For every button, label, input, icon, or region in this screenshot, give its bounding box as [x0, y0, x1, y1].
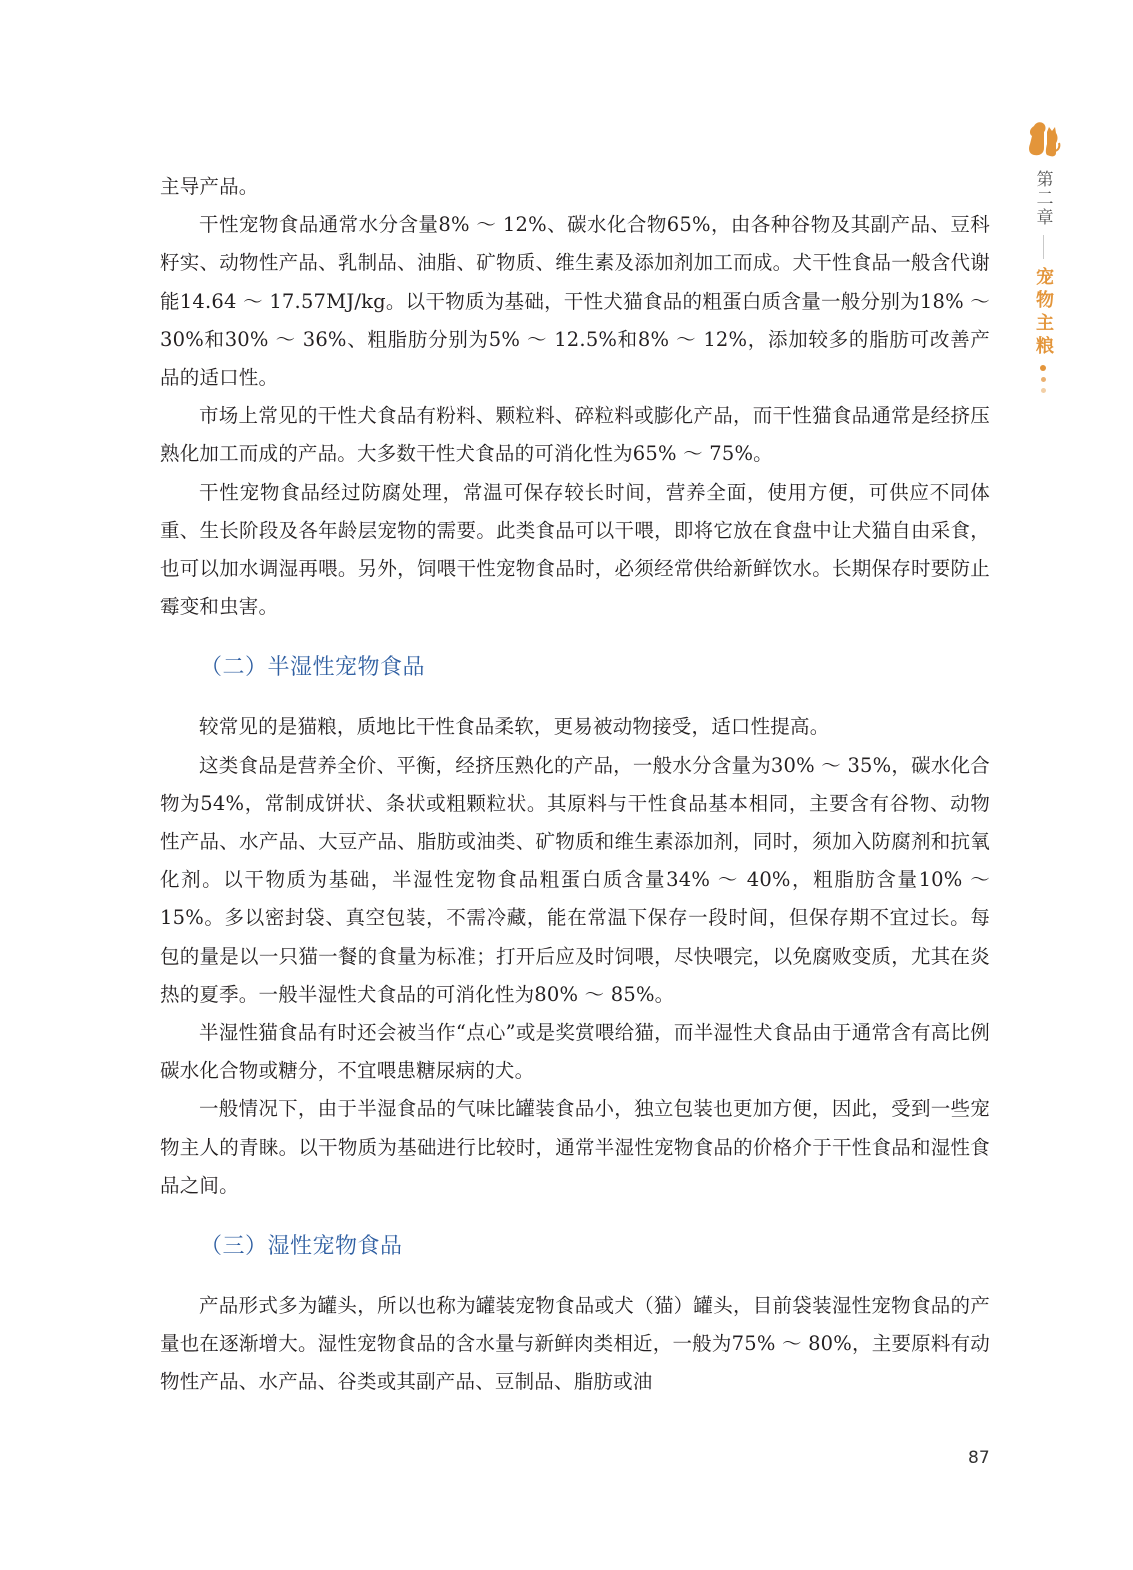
paragraph: 这类食品是营养全价、平衡，经挤压熟化的产品，一般水分含量为30% ～ 35%，碳水化合物为54%，常制成饼状、条状或粗颗粒状。其原料与干性食品基本相同，主要含有谷物、动物性产品、水产品、大豆产品、脂肪或油类、矿物质和维生素添加剂，同时，须加入防腐剂和抗氧化剂。以干物质为基础，半湿性宠物食品粗蛋白质含量34% ～ 40%，粗脂肪含量10% ～ 15%。多以密封袋、真空包装，不需冷藏，能在常温下保存一段时间，但保存期不宜过长。每包的量是以一只猫一餐的食量为标准；打开后应及时饲喂，尽快喂完，以免腐败变质，尤其在炎热的夏季。一般半湿性犬食品的可消化性为80% ～ 85%。	[160, 753, 990, 1006]
page-number: 87	[968, 1448, 990, 1468]
paragraph: 较常见的是猫粮，质地比干性食品柔软，更易被动物接受，适口性提高。	[199, 715, 830, 739]
paragraph: 市场上常见的干性犬食品有粉料、颗粒料、碎粒料或膨化产品，而干性猫食品通常是经挤压熟化加工而成的产品。大多数干性犬食品的可消化性为65% ～ 75%。	[160, 404, 990, 466]
chapter-title: 宠物主粮	[1033, 267, 1054, 359]
decorative-dot	[1040, 365, 1046, 371]
paragraph: 一般情况下，由于半湿食品的气味比罐装食品小，独立包装也更加方便，因此，受到一些宠物主人的青睐。以干物质为基础进行比较时，通常半湿性宠物食品的价格介于干性食品和湿性食品之间。	[160, 1097, 990, 1197]
section-heading-wet: （三）湿性宠物食品	[200, 1234, 403, 1260]
decorative-dot	[1041, 388, 1046, 393]
paragraph: 主导产品。	[160, 175, 259, 198]
section-heading-semi-moist: （二）半湿性宠物食品	[200, 655, 426, 681]
cat-and-dog-icon	[1025, 118, 1061, 160]
paragraph: 干性宠物食品经过防腐处理，常温可保存较长时间，营养全面，使用方便，可供应不同体重、生长阶段及各年龄层宠物的需要。此类食品可以干喂，即将它放在食盘中让犬猫自由采食，也可以加水调湿再喂。另外，饲喂干性宠物食品时，必须经常供给新鲜饮水。长期保存时要防止霉变和虫害。	[160, 480, 990, 619]
sidebar-divider	[1043, 235, 1044, 259]
page-body	[160, 168, 990, 1402]
paragraph: 产品形式多为罐头，所以也称为罐装宠物食品或犬（猫）罐头，目前袋装湿性宠物食品的产量也在逐渐增大。湿性宠物食品的含水量与新鲜肉类相近，一般为75% ～ 80%，主要原料有动物性产品、水产品、谷类或其副产品、豆制品、脂肪或油	[160, 1294, 990, 1394]
decorative-dot	[1041, 377, 1046, 382]
paragraph: 干性宠物食品通常水分含量8% ～ 12%、碳水化合物65%，由各种谷物及其副产品、豆科籽实、动物性产品、乳制品、油脂、矿物质、维生素及添加剂加工而成。犬干性食品一般含代谢能14.64 ～ 17.57MJ/kg。以干物质为基础，干性犬猫食品的粗蛋白质含量一般分别为18% ～ 30%和30% ～ 36%、粗脂肪分别为5% ～ 12.5%和8% ～ 12%，添加较多的脂肪可改善产品的适口性。	[160, 213, 990, 390]
chapter-sidebar	[1022, 118, 1064, 393]
paragraph: 半湿性猫食品有时还会被当作“点心”或是奖赏喂给猫，而半湿性犬食品由于通常含有高比例碳水化合物或糖分，不宜喂患糖尿病的犬。	[160, 1021, 990, 1083]
chapter-label: 第二章	[1032, 170, 1053, 227]
